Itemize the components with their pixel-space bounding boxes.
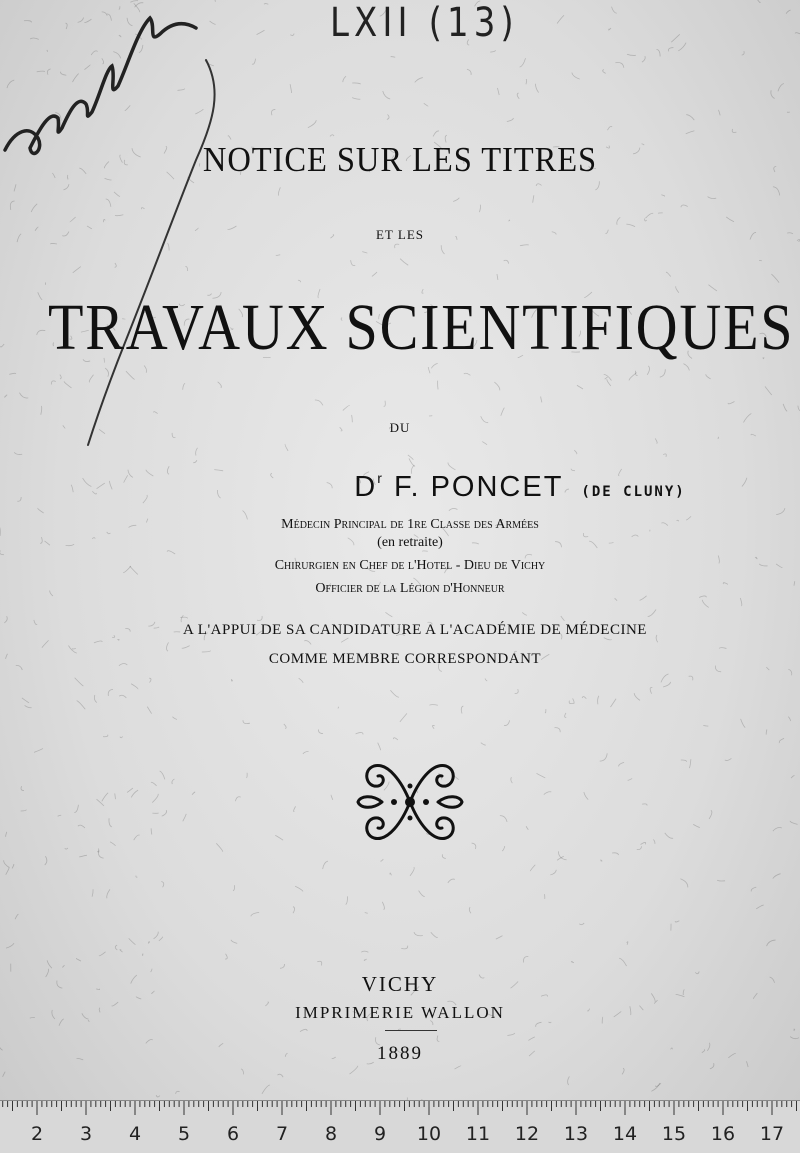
- ruler-label: 15: [661, 1123, 687, 1145]
- ruler-label: 10: [416, 1123, 442, 1145]
- measuring-ruler: [0, 1100, 800, 1153]
- publisher-city: VICHY: [361, 972, 439, 996]
- title-line-1: NOTICE SUR LES TITRES: [202, 140, 598, 179]
- ruler-label: 12: [514, 1123, 540, 1145]
- ruler-label: 9: [373, 1123, 387, 1145]
- qualification-legion: Officier de la Légion d'Honneur: [315, 581, 505, 596]
- ruler-label: 7: [275, 1123, 289, 1145]
- qualification-rank: Médecin Principal de 1re Classe des Armées: [281, 517, 539, 532]
- title-line-2: ET LES: [375, 227, 424, 242]
- ruler-label: 2: [30, 1123, 44, 1145]
- author-prefix: D: [354, 471, 378, 503]
- appeal-line-1: A L'APPUI DE SA CANDIDATURE A L'ACADÉMIE DE MÉDECINE: [183, 622, 647, 638]
- author-prefix-sup: r: [377, 470, 384, 486]
- short-rule: [385, 1030, 437, 1031]
- qualification-surgeon: Chirurgien en Chef de l'Hotel - Dieu de Vichy: [274, 558, 546, 573]
- ruler-label: 4: [128, 1123, 142, 1145]
- author-line: [120, 470, 800, 504]
- appeal-line-2: COMME MEMBRE CORRESPONDANT: [268, 651, 542, 667]
- author-origin: (DE CLUNY): [581, 484, 686, 500]
- ruler-label: 17: [759, 1123, 785, 1145]
- title-line-du: DU: [389, 420, 411, 435]
- ruler-label: 11: [465, 1123, 491, 1145]
- ruler-label: 13: [563, 1123, 589, 1145]
- qualification-retired: (en retraite): [377, 535, 443, 550]
- ruler-label: 6: [226, 1123, 240, 1145]
- ruler-label: 8: [324, 1123, 338, 1145]
- publisher-printer: IMPRIMERIE WALLON: [295, 1003, 505, 1022]
- author-name: F. PONCET: [393, 471, 564, 503]
- ruler-label: 14: [612, 1123, 638, 1145]
- publication-year: 1889: [377, 1043, 423, 1064]
- ruler-label: 5: [177, 1123, 191, 1145]
- ruler-label: 3: [79, 1123, 93, 1145]
- fleuron-ornament-icon: [352, 752, 468, 852]
- ruler-label: 16: [710, 1123, 736, 1145]
- main-title: TRAVAUX SCIENTIFIQUES: [48, 291, 795, 364]
- handwritten-call-number: LXII (13): [330, 0, 519, 46]
